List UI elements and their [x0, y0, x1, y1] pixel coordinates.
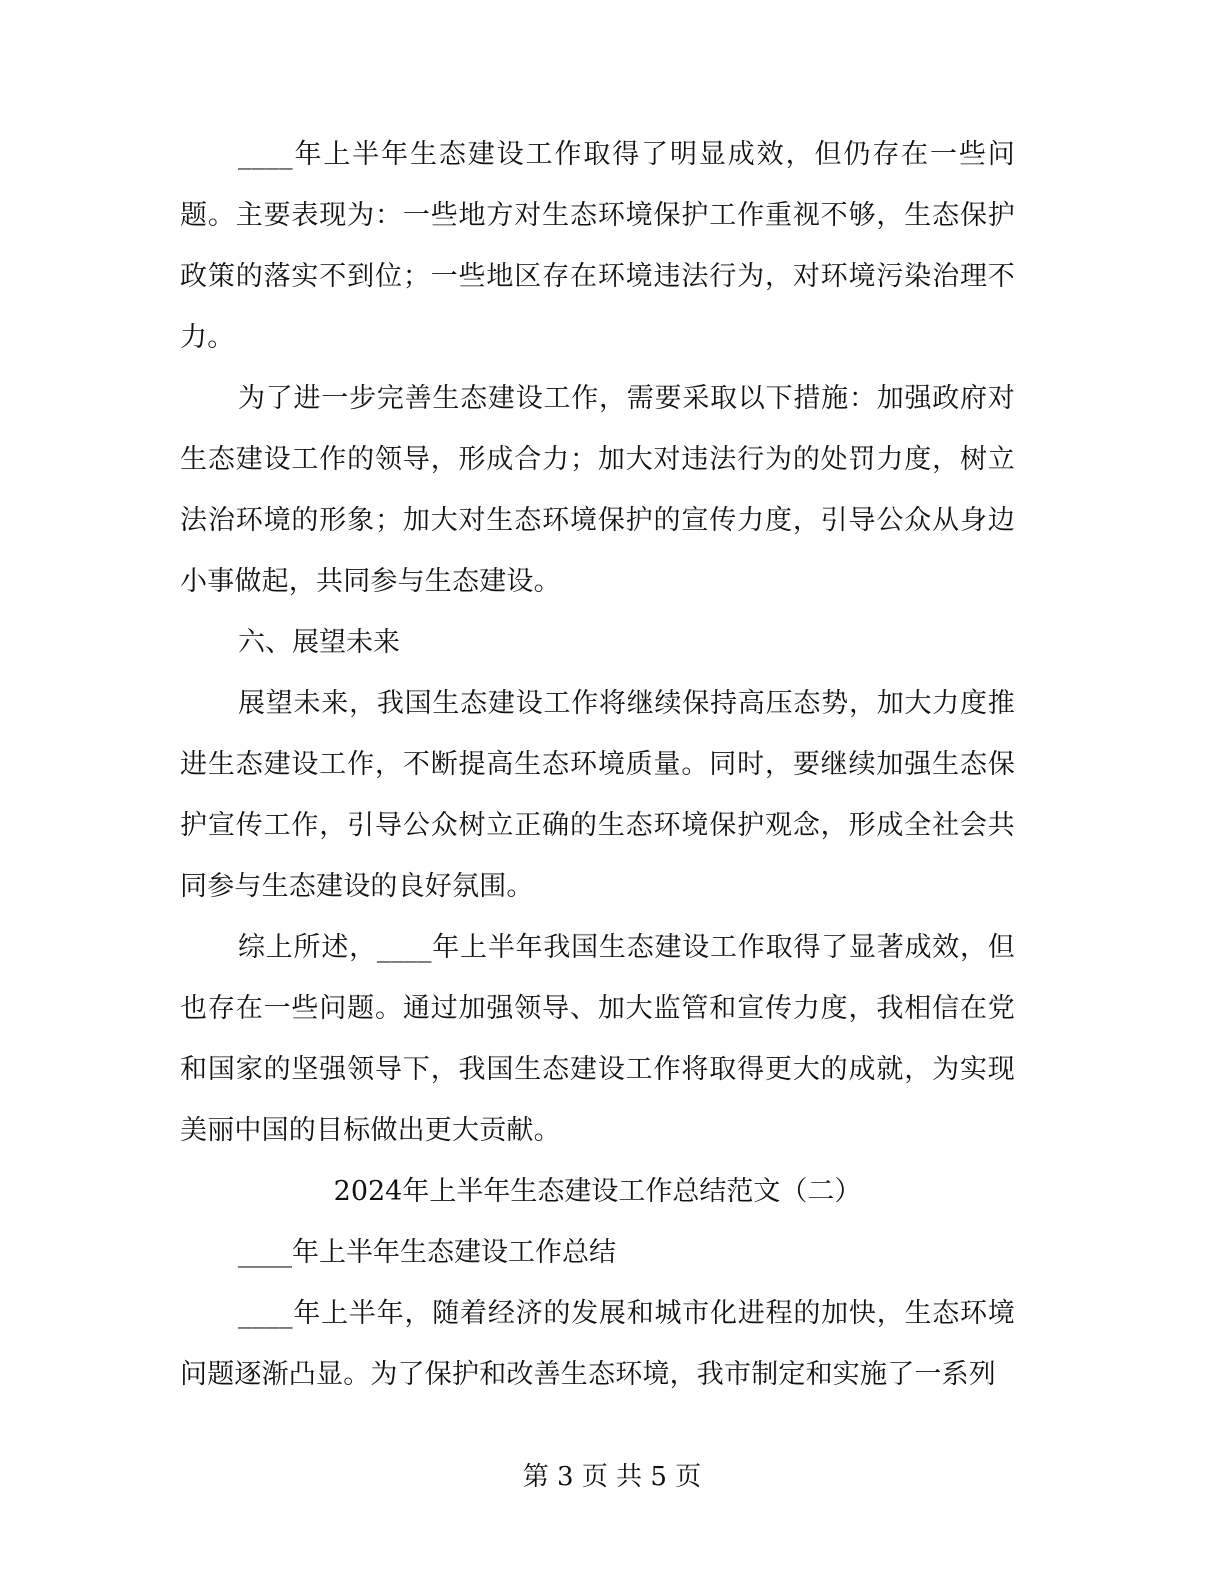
paragraph-measures: 为了进一步完善生态建设工作，需要采取以下措施：加强政府对生态建设工作的领导，形成合力；加大对违法行为的处罚力度，树立法治环境的形象；加大对生态环境保护的宣传力度，引导公众从身边小事做起，共同参与生态建设。: [180, 383, 1015, 597]
subtitle-summary: ____年上半年生态建设工作总结: [238, 1237, 616, 1268]
document-body: [180, 124, 1015, 1405]
page-number-footer: 第 3 页 共 5 页: [522, 1462, 702, 1492]
paragraph-outlook: 展望未来，我国生态建设工作将继续保持高压态势，加大力度推进生态建设工作，不断提高生态环境质量。同时，要继续加强生态保护宣传工作，引导公众树立正确的生态环境保护观念，形成全社会共同参与生态建设的良好氛围。: [180, 688, 1015, 902]
paragraph-conclusion: 综上所述，____年上半年我国生态建设工作取得了显著成效，但也存在一些问题。通过加强领导、加大监管和宣传力度，我相信在党和国家的坚强领导下，我国生态建设工作将取得更大的成就，为实现美丽中国的目标做出更大贡献。: [180, 932, 1015, 1146]
paragraph-intro: ____年上半年，随着经济的发展和城市化进程的加快，生态环境问题逐渐凸显。为了保护和改善生态环境，我市制定和实施了一系列: [180, 1298, 1015, 1390]
paragraph-problems: ____年上半年生态建设工作取得了明显成效，但仍存在一些问题。主要表现为：一些地方对生态环境保护工作重视不够，生态保护政策的落实不到位；一些地区存在环境违法行为，对环境污染治理不力。: [180, 139, 1015, 353]
section-heading-outlook: 六、展望未来: [238, 627, 400, 658]
document-title-part-two: 2024年上半年生态建设工作总结范文（二）: [333, 1176, 862, 1207]
